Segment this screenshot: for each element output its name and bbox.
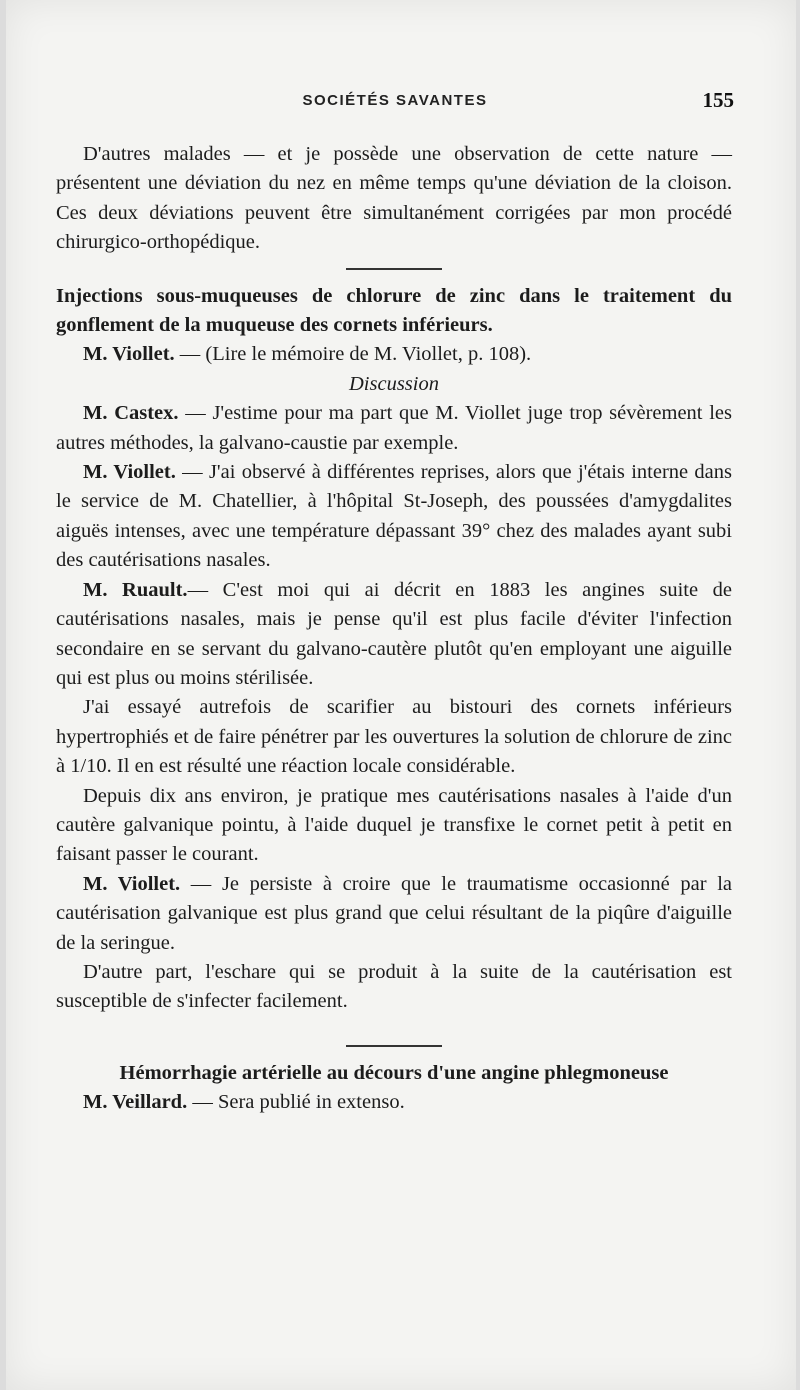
page-header [56,88,734,118]
section-divider [346,1045,442,1047]
speaker-name: M. Viollet. [83,872,181,895]
running-title: SOCIÉTÉS SAVANTES [302,92,488,109]
paragraph-castex [56,399,732,458]
speech-text: — J'estime pour ma part que M. Viollet juge trop sévèrement les autres méthodes, la galvano-caustie par exemple. [56,402,732,454]
paragraph-ruault [56,576,732,694]
speech-text: — Sera publié in extenso. [187,1091,405,1114]
opening-paragraph: D'autres malades — et je possède une observation de cette nature — présentent une déviation du nez en même temps qu'une déviation de la cloison. Ces deux déviations peuvent être simultanément corrigées par mon procédé chirurgico-orthopédique. [56,143,732,254]
paragraph-viollet-3b: D'autre part, l'eschare qui se produit à la suite de la cautérisation est susceptible de s'infecter facilement. [56,960,732,1013]
section-divider [346,268,442,270]
section-title-hemorrhagie: Hémorrhagie artérielle au décours d'une angine phlegmoneuse [119,1061,669,1084]
speaker-name: M. Veillard. [83,1091,188,1114]
speaker-name: M. Castex. [83,402,179,425]
speaker-name: M. Viollet. [83,343,175,366]
page-body [56,140,732,1118]
speaker-name: M. Ruault. [83,578,188,601]
speaker-name: M. Viollet. [83,461,176,484]
paragraph-viollet-3 [56,870,732,958]
document-page [6,0,796,1390]
page-number: 155 [702,88,734,112]
paragraph-veillard [56,1088,732,1117]
speech-text: — (Lire le mémoire de M. Viollet, p. 108). [174,343,532,366]
speech-text: — Je persiste à croire que le traumatisme occasionné par la cautérisation galvanique est plus grand que celui résultant de la piqûre d'aiguille de la seringue. [56,872,732,954]
paragraph-viollet-1 [56,340,732,369]
speech-text: — J'ai observé à différentes reprises, alors que j'étais interne dans le service de M. Chatellier, à l'hôpital St-Joseph, des poussées d'amygdalites aiguës intenses, avec une température dépassant 39° chez des malades ayant subi des cautérisations nasales. [56,461,732,572]
section-title-injections: Injections sous-muqueuses de chlorure de zinc dans le traitement du gonflement de la muqueuse des cornets inférieurs. [56,284,732,337]
paragraph-ruault-3: Depuis dix ans environ, je pratique mes cautérisations nasales à l'aide d'un cautère galvanique pointu, à l'aide duquel je transfixe le cornet petit à petit en faisant passer le courant. [56,784,732,866]
speech-text: — C'est moi qui ai décrit en 1883 les angines suite de cautérisations nasales, mais je pense qu'il est plus facile d'éviter l'infection secondaire en se servant du galvano-cautère plutôt qu'en employant une aiguille qui est plus ou moins stérilisée. [56,578,732,689]
paragraph-ruault-2: J'ai essayé autrefois de scarifier au bistouri des cornets inférieurs hypertrophiés et de faire pénétrer par les ouvertures la solution de chlorure de zinc à 1/10. Il en est résulté une réaction locale considérable. [56,696,732,778]
discussion-heading: Discussion [349,372,439,395]
paragraph-viollet-2 [56,458,732,576]
